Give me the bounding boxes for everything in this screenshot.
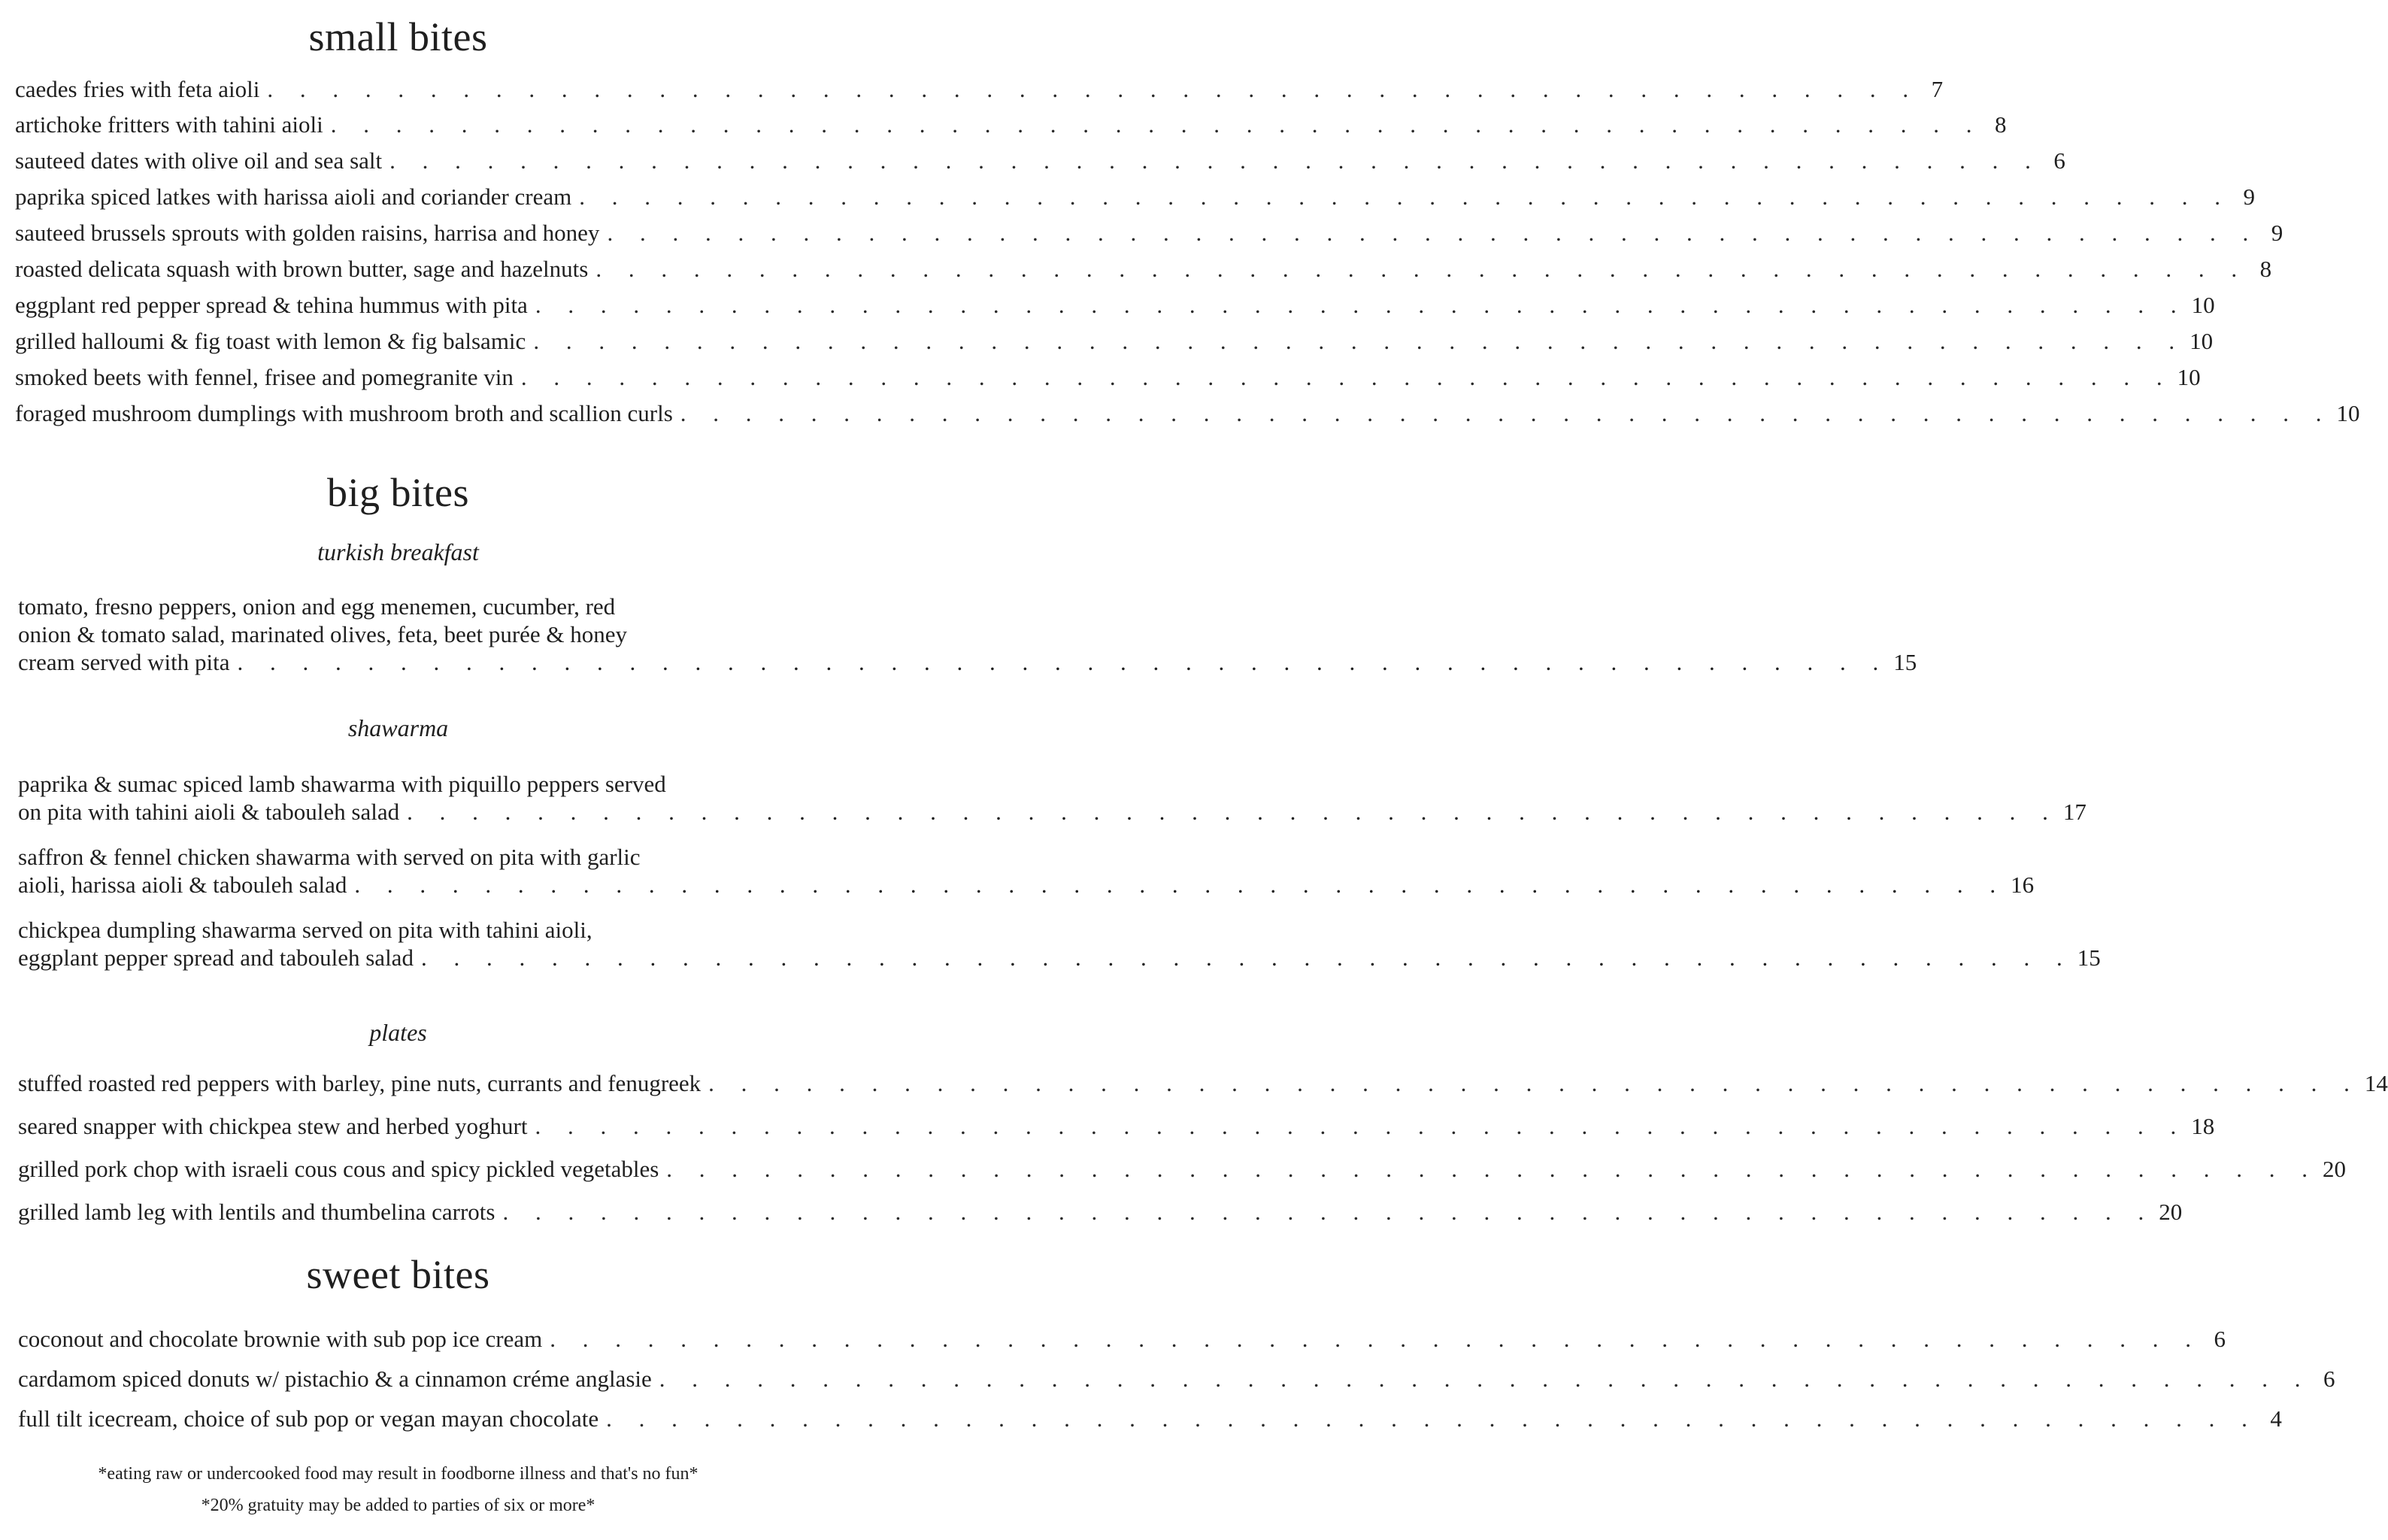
shawarma-item	[18, 843, 2035, 899]
dot-leader: . . . . . . . . . . . . . . . . . . . . . . . . . . . . . . . . . . . . . . . . . . . . . . . . . . .	[237, 649, 1889, 675]
menu-item: roasted delicata squash with brown butter, sage and hazelnuts . . . . . . . . . . . . . . . . . . . . . . . . . . . . . . . . . . . . . . . . . . . . . . . . . . . 8	[15, 256, 2272, 282]
item-price: 6	[2323, 1366, 2335, 1392]
small-bites-list	[15, 75, 2360, 435]
item-price: 7	[1931, 76, 1944, 102]
dot-leader: . . . . . . . . . . . . . . . . . . . . . . . . . . . . . . . . . . . . . . . . . . . . . . . . . . .	[535, 292, 2187, 318]
item-price: 9	[2243, 183, 2256, 210]
item-price: 20	[2159, 1199, 2183, 1225]
item-last-line	[18, 871, 2035, 899]
item-price: 15	[1893, 649, 1917, 675]
item-last-line	[18, 648, 1917, 676]
dot-leader: . . . . . . . . . . . . . . . . . . . . . . . . . . . . . . . . . . . . . . . . . . . . . . . . . . .	[407, 799, 2059, 825]
item-price: 14	[2364, 1070, 2388, 1096]
dot-leader: . . . . . . . . . . . . . . . . . . . . . . . . . . . . . . . . . . . . . . . . . . . . . . . . . . .	[606, 1405, 2258, 1432]
raw-food-disclaimer: *eating raw or undercooked food may result in foodborne illness and that's no fun*	[98, 1464, 699, 1484]
menu-item: grilled halloumi & fig toast with lemon & fig balsamic . . . . . . . . . . . . . . . . . . . . . . . . . . . . . . . . . . . . . . . . . . . . . . . . . . . 10	[15, 328, 2214, 354]
item-price: 15	[2077, 944, 2101, 971]
menu-item: sauteed brussels sprouts with golden raisins, harrisa and honey . . . . . . . . . . . . . . . . . . . . . . . . . . . . . . . . . . . . . . . . . . . . . . . . . . . 9	[15, 220, 2283, 246]
item-price: 17	[2062, 799, 2086, 825]
dot-leader: . . . . . . . . . . . . . . . . . . . . . . . . . . . . . . . . . . . . . . . . . . . . . . . . . . .	[420, 944, 2073, 971]
menu-item: grilled lamb leg with lentils and thumbelina carrots . . . . . . . . . . . . . . . . . . . . . . . . . . . . . . . . . . . . . . . . . . . . . . . . . . . 20	[18, 1199, 2183, 1225]
item-price: 6	[2214, 1326, 2226, 1352]
item-price: 9	[2271, 220, 2283, 246]
item-price: 8	[2259, 256, 2272, 282]
dot-leader: . . . . . . . . . . . . . . . . . . . . . . . . . . . . . . . . . . . . . . . . . . . . . . . . . . .	[502, 1199, 2155, 1225]
item-description-line: tomato, fresno peppers, onion and egg menemen, cucumber, red	[18, 593, 616, 620]
dot-leader: . . . . . . . . . . . . . . . . . . . . . . . . . . . . . . . . . . . . . . . . . . . . . . . . . . .	[708, 1070, 2360, 1096]
item-price: 20	[2323, 1156, 2347, 1182]
item-price: 6	[2053, 147, 2065, 174]
turkish-breakfast-subtitle: turkish breakfast	[317, 538, 479, 565]
dot-leader: . . . . . . . . . . . . . . . . . . . . . . . . . . . . . . . . . . . . . . . . . . . . . . . . . . .	[330, 111, 1983, 138]
item-description-line: aioli, harissa aioli & tabouleh salad	[18, 872, 347, 898]
item-price: 10	[2190, 328, 2214, 354]
shawarma-item	[18, 770, 2086, 826]
plates-subtitle: plates	[369, 1019, 427, 1046]
dot-leader: . . . . . . . . . . . . . . . . . . . . . . . . . . . . . . . . . . . . . . . . . . . . . . . . . . .	[535, 1113, 2187, 1139]
dot-leader: . . . . . . . . . . . . . . . . . . . . . . . . . . . . . . . . . . . . . . . . . . . . . . . . . . .	[666, 1156, 2319, 1182]
dot-leader: . . . . . . . . . . . . . . . . . . . . . . . . . . . . . . . . . . . . . . . . . . . . . . . . . . .	[389, 147, 2041, 174]
gratuity-notice: *20% gratuity may be added to parties of six or more*	[201, 1496, 595, 1515]
menu-item: seared snapper with chickpea stew and herbed yoghurt . . . . . . . . . . . . . . . . . . . . . . . . . . . . . . . . . . . . . . . . . . . . . . . . . . . 18	[18, 1113, 2215, 1139]
menu-item: paprika spiced latkes with harissa aioli and coriander cream . . . . . . . . . . . . . . . . . . . . . . . . . . . . . . . . . . . . . . . . . . . . . . . . . . . 9	[15, 183, 2256, 210]
item-price: 16	[2011, 872, 2035, 898]
item-description-line: on pita with tahini aioli & tabouleh salad	[18, 799, 400, 825]
shawarma-item	[18, 916, 2101, 972]
item-price: 4	[2270, 1405, 2282, 1432]
dot-leader: . . . . . . . . . . . . . . . . . . . . . . . . . . . . . . . . . . . . . . . . . . . . . . . . . . .	[607, 220, 2259, 246]
item-description-line: cream served with pita	[18, 649, 230, 675]
dot-leader: . . . . . . . . . . . . . . . . . . . . . . . . . . . . . . . . . . . . . . . . . . . . . . . . . . .	[659, 1366, 2311, 1392]
dot-leader: . . . . . . . . . . . . . . . . . . . . . . . . . . . . . . . . . . . . . . . . . . . . . . . . . . .	[550, 1326, 2202, 1352]
menu-item: coconout and chocolate brownie with sub pop ice cream . . . . . . . . . . . . . . . . . . . . . . . . . . . . . . . . . . . . . . . . . . . . . . . . . . . 6	[18, 1326, 2226, 1352]
menu-item: full tilt icecream, choice of sub pop or vegan mayan chocolate . . . . . . . . . . . . . . . . . . . . . . . . . . . . . . . . . . . . . . . . . . . . . . . . . . . 4	[18, 1405, 2282, 1432]
dot-leader: . . . . . . . . . . . . . . . . . . . . . . . . . . . . . . . . . . . . . . . . . . . . . . . . . . .	[354, 872, 2007, 898]
item-last-line	[18, 798, 2086, 826]
item-price: 18	[2191, 1113, 2215, 1139]
dot-leader: . . . . . . . . . . . . . . . . . . . . . . . . . . . . . . . . . . . . . . . . . . . . . . . . . . .	[680, 400, 2332, 426]
menu-item: sauteed dates with olive oil and sea salt . . . . . . . . . . . . . . . . . . . . . . . . . . . . . . . . . . . . . . . . . . . . . . . . . . . 6	[15, 147, 2065, 174]
plates-list	[18, 1069, 2388, 1241]
menu-item: stuffed roasted red peppers with barley, pine nuts, currants and fenugreek . . . . . . . . . . . . . . . . . . . . . . . . . . . . . . . . . . . . . . . . . . . . . . . . . . . 14	[18, 1070, 2388, 1096]
big-bites-title: big bites	[327, 470, 469, 515]
item-description-line: onion & tomato salad, marinated olives, feta, beet purée & honey	[18, 621, 628, 647]
item-last-line	[18, 944, 2101, 972]
menu-item: eggplant red pepper spread & tehina hummus with pita . . . . . . . . . . . . . . . . . . . . . . . . . . . . . . . . . . . . . . . . . . . . . . . . . . . 10	[15, 292, 2215, 318]
item-price: 10	[2336, 400, 2360, 426]
item-description-line: paprika & sumac spiced lamb shawarma with piquillo peppers served	[18, 771, 666, 797]
dot-leader: . . . . . . . . . . . . . . . . . . . . . . . . . . . . . . . . . . . . . . . . . . . . . . . . . . .	[267, 76, 1920, 102]
item-price: 8	[1995, 111, 2007, 138]
shawarma-subtitle: shawarma	[347, 714, 449, 741]
item-description-line: chickpea dumpling shawarma served on pita with tahini aioli,	[18, 917, 592, 943]
menu-item: caedes fries with feta aioli . . . . . . . . . . . . . . . . . . . . . . . . . . . . . . . . . . . . . . . . . . . . . . . . . . . 7	[15, 76, 1944, 102]
menu-item: artichoke fritters with tahini aioli . . . . . . . . . . . . . . . . . . . . . . . . . . . . . . . . . . . . . . . . . . . . . . . . . . . 8	[15, 111, 2007, 138]
item-price: 10	[2191, 292, 2215, 318]
sweet-bites-title: sweet bites	[306, 1252, 490, 1297]
dot-leader: . . . . . . . . . . . . . . . . . . . . . . . . . . . . . . . . . . . . . . . . . . . . . . . . . . .	[595, 256, 2248, 282]
dot-leader: . . . . . . . . . . . . . . . . . . . . . . . . . . . . . . . . . . . . . . . . . . . . . . . . . . .	[520, 364, 2173, 390]
sweet-bites-list	[18, 1325, 2335, 1445]
dot-leader: . . . . . . . . . . . . . . . . . . . . . . . . . . . . . . . . . . . . . . . . . . . . . . . . . . .	[579, 183, 2232, 210]
dot-leader: . . . . . . . . . . . . . . . . . . . . . . . . . . . . . . . . . . . . . . . . . . . . . . . . . . .	[533, 328, 2186, 354]
small-bites-title: small bites	[308, 14, 488, 59]
menu-item: smoked beets with fennel, frisee and pomegranite vin . . . . . . . . . . . . . . . . . . . . . . . . . . . . . . . . . . . . . . . . . . . . . . . . . . . 10	[15, 364, 2201, 390]
menu-item: grilled pork chop with israeli cous cous and spicy pickled vegetables . . . . . . . . . . . . . . . . . . . . . . . . . . . . . . . . . . . . . . . . . . . . . . . . . . . 20	[18, 1156, 2347, 1182]
menu-item: cardamom spiced donuts w/ pistachio & a cinnamon créme anglasie . . . . . . . . . . . . . . . . . . . . . . . . . . . . . . . . . . . . . . . . . . . . . . . . . . . 6	[18, 1366, 2335, 1392]
item-description-line: saffron & fennel chicken shawarma with served on pita with garlic	[18, 844, 641, 870]
turkish-breakfast-item	[18, 593, 1917, 676]
item-description-line: eggplant pepper spread and tabouleh salad	[18, 944, 414, 971]
menu-item: foraged mushroom dumplings with mushroom broth and scallion curls . . . . . . . . . . . . . . . . . . . . . . . . . . . . . . . . . . . . . . . . . . . . . . . . . . . 10	[15, 400, 2360, 426]
item-price: 10	[2177, 364, 2201, 390]
